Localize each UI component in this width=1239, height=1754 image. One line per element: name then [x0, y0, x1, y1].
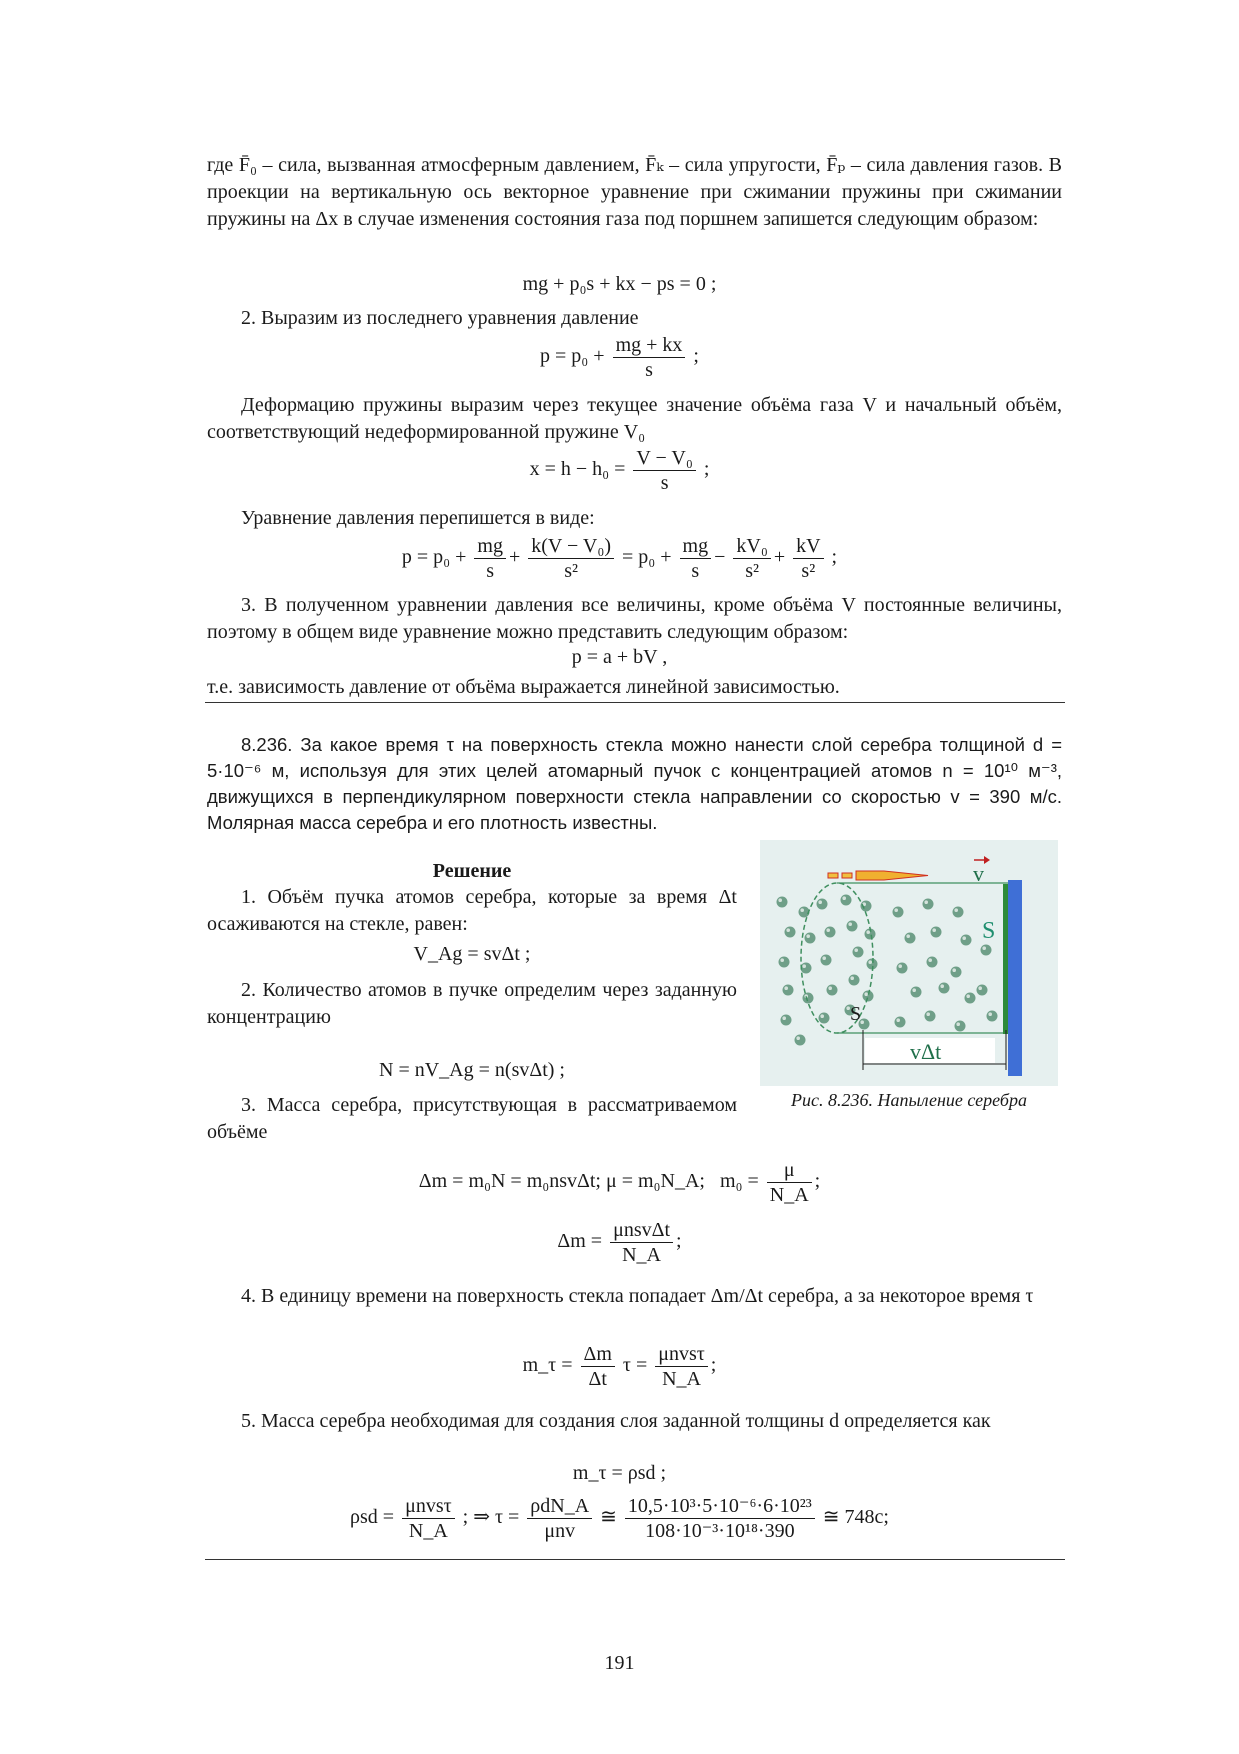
- eq-dm1: Δm = m₀N = m₀nsvΔt; μ = m₀N_A;: [418, 1170, 705, 1193]
- atom-highlight: [952, 968, 956, 972]
- equation-linear: p = a + bV ,: [571, 646, 668, 668]
- atom-highlight: [912, 988, 916, 992]
- atom-highlight: [822, 956, 826, 960]
- atom-highlight: [850, 976, 854, 980]
- atom: [779, 957, 790, 968]
- atom-highlight: [932, 928, 936, 932]
- eq4-frac4-den: s²: [745, 560, 759, 582]
- atom: [827, 985, 838, 996]
- atom: [951, 967, 962, 978]
- eq4-frac2-num: k(V − V₀): [528, 534, 614, 559]
- solution-heading: Решение: [432, 860, 512, 882]
- vdt-label: vΔt: [910, 1039, 942, 1064]
- eq-mt-frac1-den: Δt: [588, 1368, 607, 1390]
- equation-rho: m_τ = ρsd ;: [572, 1462, 667, 1484]
- atom: [853, 947, 864, 958]
- final-frac3: [625, 1494, 815, 1543]
- final-frac3-den: 108·10⁻³·10¹⁸·390: [645, 1520, 795, 1542]
- eq4-frac5-den: s²: [801, 560, 816, 582]
- atom-highlight: [806, 934, 810, 938]
- eq2-numerator: mg + kx: [613, 333, 686, 358]
- atom-highlight: [800, 908, 804, 912]
- eq4-frac3: [680, 534, 712, 583]
- conclusion-text: т.е. зависимость давление от объёма выражается линейной зависимостью.: [207, 676, 840, 698]
- intro-paragraph: где F̄₀ – сила, вызванная атмосферным давлением, F̄ₖ – сила упругости, F̄ₚ – сила давления газов. В проекции на вертикальную ось векторное уравнение при сжимании пружины при сжимании пружины на Δx в случае изменения состояния газа под поршнем запишется следующим образом:: [207, 154, 1062, 230]
- eq4-frac2-den: s²: [564, 560, 579, 582]
- solution-step5: 5. Масса серебра необходимая для создания слоя заданной толщины d определяется как: [241, 1410, 991, 1432]
- equation-mass: Δm = $\frac{\text{μnsvΔt}}{N\_A}$ ;: [557, 1219, 682, 1266]
- atom-highlight: [826, 928, 830, 932]
- atom-highlight: [780, 958, 784, 962]
- equation-deformation: x = h − h₀ = $\frac{\text{V − V₀}}{s}$ ;: [529, 447, 710, 494]
- eq4-mid: = p₀ +: [622, 546, 672, 569]
- atom-highlight: [778, 898, 782, 902]
- atom: [923, 899, 934, 910]
- eq-mt-left: m_τ =: [522, 1354, 573, 1377]
- atom: [931, 927, 942, 938]
- step2-text: 2. Выразим из последнего уравнения давление: [241, 307, 639, 329]
- eq-dm2-fraction: [610, 1218, 673, 1267]
- atom: [965, 993, 976, 1004]
- atom: [783, 985, 794, 996]
- atom-highlight: [842, 896, 846, 900]
- eq-mt-frac1: [581, 1342, 615, 1391]
- final-frac3-num: 10,5·10³·5·10⁻⁶·6·10²³: [625, 1494, 815, 1519]
- final-frac2: [527, 1494, 592, 1543]
- atom: [801, 963, 812, 974]
- atom: [905, 933, 916, 944]
- eq4-frac1: [474, 534, 506, 583]
- glass-surface: [1008, 880, 1022, 1076]
- atom-highlight: [928, 958, 932, 962]
- final-frac1-den: N_A: [408, 1520, 448, 1542]
- eq4-frac5: [793, 534, 823, 583]
- atom-highlight: [906, 934, 910, 938]
- eq4-frac1-num: mg: [474, 534, 506, 559]
- eq4-frac1-den: s: [486, 560, 495, 582]
- atom-highlight: [868, 960, 872, 964]
- eq-m0-fraction: [767, 1158, 812, 1207]
- eq4-frac2: [528, 534, 614, 583]
- eq4-frac3-den: s: [691, 560, 700, 582]
- eq4-frac4: [733, 534, 770, 583]
- atom: [803, 993, 814, 1004]
- eq4-frac4-num: kV₀: [733, 534, 770, 559]
- atom-highlight: [854, 948, 858, 952]
- atom: [897, 963, 908, 974]
- eq-dm2-num: μnsvΔt: [610, 1218, 673, 1243]
- atom: [847, 921, 858, 932]
- eq-mt-frac2-den: N_A: [662, 1368, 701, 1390]
- solution-step1: 1. Объём пучка атомов серебра, которые за время Δt осаживаются на стекле, равен:: [207, 886, 737, 935]
- eq-mt-frac2: [655, 1342, 708, 1391]
- atom: [819, 1013, 830, 1024]
- final-frac1-num: μnvsτ: [402, 1494, 455, 1519]
- atom-highlight: [940, 984, 944, 988]
- atom: [953, 907, 964, 918]
- atom-highlight: [926, 1012, 930, 1016]
- final-result: ≅ 748c;: [822, 1506, 889, 1529]
- eq4-frac5-num: kV: [793, 534, 823, 559]
- area-label-ellipse: S: [850, 1003, 862, 1025]
- atom: [981, 945, 992, 956]
- atom-highlight: [782, 1016, 786, 1020]
- atom-highlight: [802, 964, 806, 968]
- atom: [927, 957, 938, 968]
- equation-mass-tau: m_τ = $\frac{\Delta m}{\Delta t}$ τ = $\frac{\text{μnvsτ}}{N\_A}$ ;: [522, 1343, 717, 1390]
- eq-dm2-den: N_A: [622, 1244, 661, 1266]
- final-left: ρsd =: [350, 1506, 395, 1529]
- atom: [841, 895, 852, 906]
- atom: [977, 985, 988, 996]
- final-frac2-den: μnv: [544, 1520, 576, 1542]
- equation-pressure-expanded: p = p₀ + $\frac{mg}{s}$ + $\frac{\text{k(V − V₀)}}{\text{s²}}$ = p₀ + $\frac{mg}{s}$ − $\frac{\text{kV₀}}{\text{s²}}$ + $\frac{kV}{\text{s²}}$ ;: [401, 535, 838, 582]
- step3-paragraph: 3. В полученном уравнении давления все величины, кроме объёма V постоянные величины, поэтому в общем виде уравнение можно представить следующим образом:: [207, 594, 1062, 643]
- atom-highlight: [796, 1036, 800, 1040]
- atom: [805, 933, 816, 944]
- atom-highlight: [786, 928, 790, 932]
- atom: [781, 1015, 792, 1026]
- eq-dm2-left: Δm =: [557, 1230, 603, 1253]
- equation-volume: V_Ag = svΔt ;: [413, 943, 531, 965]
- solution-step4: 4. В единицу времени на поверхность стекла попадает Δm/Δt серебра, а за некоторое время τ: [241, 1285, 1034, 1307]
- final-frac1: [402, 1494, 455, 1543]
- atom-highlight: [864, 992, 868, 996]
- eq-m0-left: m₀ =: [719, 1170, 759, 1193]
- atom: [955, 1021, 966, 1032]
- section-divider: [205, 702, 1065, 703]
- solution-step2: 2. Количество атомов в пучке определим через заданную концентрацию: [207, 979, 737, 1028]
- atom-highlight: [818, 900, 822, 904]
- atom: [777, 897, 788, 908]
- eq2-left: p = p₀ +: [540, 345, 605, 368]
- rewrite-text: Уравнение давления перепишется в виде:: [241, 507, 595, 529]
- atom-highlight: [828, 986, 832, 990]
- atom: [987, 1011, 998, 1022]
- problem-statement: 8.236. За какое время τ на поверхность стекла можно нанести слой серебра толщиной d = 5·10⁻⁶ м, используя для этих целей атомарный пучок с концентрацией атомов n = 10¹⁰ м⁻³, движущихся в перпендикулярном поверхности стекла направлении со скоростью v = 390 м/с. Молярная масса серебра и его плотность известны.: [207, 734, 1062, 833]
- eq-mt-mid: τ =: [622, 1354, 648, 1377]
- atom: [817, 899, 828, 910]
- final-arrow: ; ⇒ τ =: [462, 1506, 520, 1529]
- atom-highlight: [978, 986, 982, 990]
- page-number: 191: [604, 1652, 635, 1674]
- eq4-p: p = p₀ +: [401, 546, 467, 569]
- final-approx: ≅: [600, 1506, 617, 1529]
- atom-highlight: [956, 1022, 960, 1026]
- eq2-denominator: s: [645, 359, 653, 381]
- atom-highlight: [966, 994, 970, 998]
- equation-pressure: p = p₀ + $\frac{mg + kx}{s}$ ;: [540, 334, 699, 381]
- atom: [821, 955, 832, 966]
- atom: [785, 927, 796, 938]
- eq3-left: x = h − h₀ =: [529, 458, 626, 481]
- atom-highlight: [924, 900, 928, 904]
- eq-m0-num: μ: [767, 1158, 812, 1183]
- atom-highlight: [898, 964, 902, 968]
- eq3-denominator: s: [660, 472, 669, 494]
- equation-final: [0, 1494, 1239, 1543]
- deformation-paragraph: Деформацию пружины выразим через текущее значение объёма газа V и начальный объём, соответствующий недеформированной пружине V₀: [207, 394, 1062, 443]
- atom: [925, 1011, 936, 1022]
- atom: [939, 983, 950, 994]
- atom-highlight: [988, 1012, 992, 1016]
- atom-highlight: [954, 908, 958, 912]
- atom-highlight: [848, 922, 852, 926]
- figure-silver-deposition: [760, 840, 1058, 1086]
- deposition-diagram: [760, 840, 1058, 1086]
- atom-highlight: [896, 1018, 900, 1022]
- atom: [863, 991, 874, 1002]
- atom-highlight: [866, 930, 870, 934]
- equation-mass-relations: Δm = m₀N = m₀nsvΔt; μ = m₀N_A; m₀ = $\frac{\mu}{N\_A}$ ;: [418, 1159, 821, 1206]
- eq3-fraction: [633, 446, 695, 495]
- figure-caption: Рис. 8.236. Напыление серебра: [791, 1090, 1027, 1110]
- equation-count: N = nV_Ag = n(svΔt) ;: [379, 1059, 565, 1081]
- atom: [895, 1017, 906, 1028]
- atom: [961, 935, 972, 946]
- atom: [893, 907, 904, 918]
- eq3-numerator: V − V₀: [633, 446, 695, 471]
- final-frac2-num: ρdN_A: [527, 1494, 592, 1519]
- atom: [795, 1035, 806, 1046]
- atom-highlight: [820, 1014, 824, 1018]
- silver-layer: [1003, 884, 1008, 1034]
- eq-mt-frac2-num: μnvsτ: [655, 1342, 708, 1367]
- atom-highlight: [982, 946, 986, 950]
- velocity-label: v: [973, 861, 984, 886]
- atom-highlight: [962, 936, 966, 940]
- atom: [911, 987, 922, 998]
- atom-highlight: [784, 986, 788, 990]
- eq4-frac3-num: mg: [680, 534, 712, 559]
- equation-forces: mg + p₀s + kx − ps = 0 ;: [522, 273, 717, 295]
- bottom-divider: [205, 1559, 1065, 1560]
- eq-m0-den: N_A: [769, 1184, 809, 1206]
- eq-mt-frac1-num: Δm: [581, 1342, 615, 1367]
- eq2-fraction: [613, 333, 686, 382]
- atom-highlight: [894, 908, 898, 912]
- solution-step3: 3. Масса серебра, присутствующая в рассматриваемом объёме: [207, 1094, 737, 1143]
- area-label-right: S: [982, 918, 996, 944]
- atom: [825, 927, 836, 938]
- atom: [849, 975, 860, 986]
